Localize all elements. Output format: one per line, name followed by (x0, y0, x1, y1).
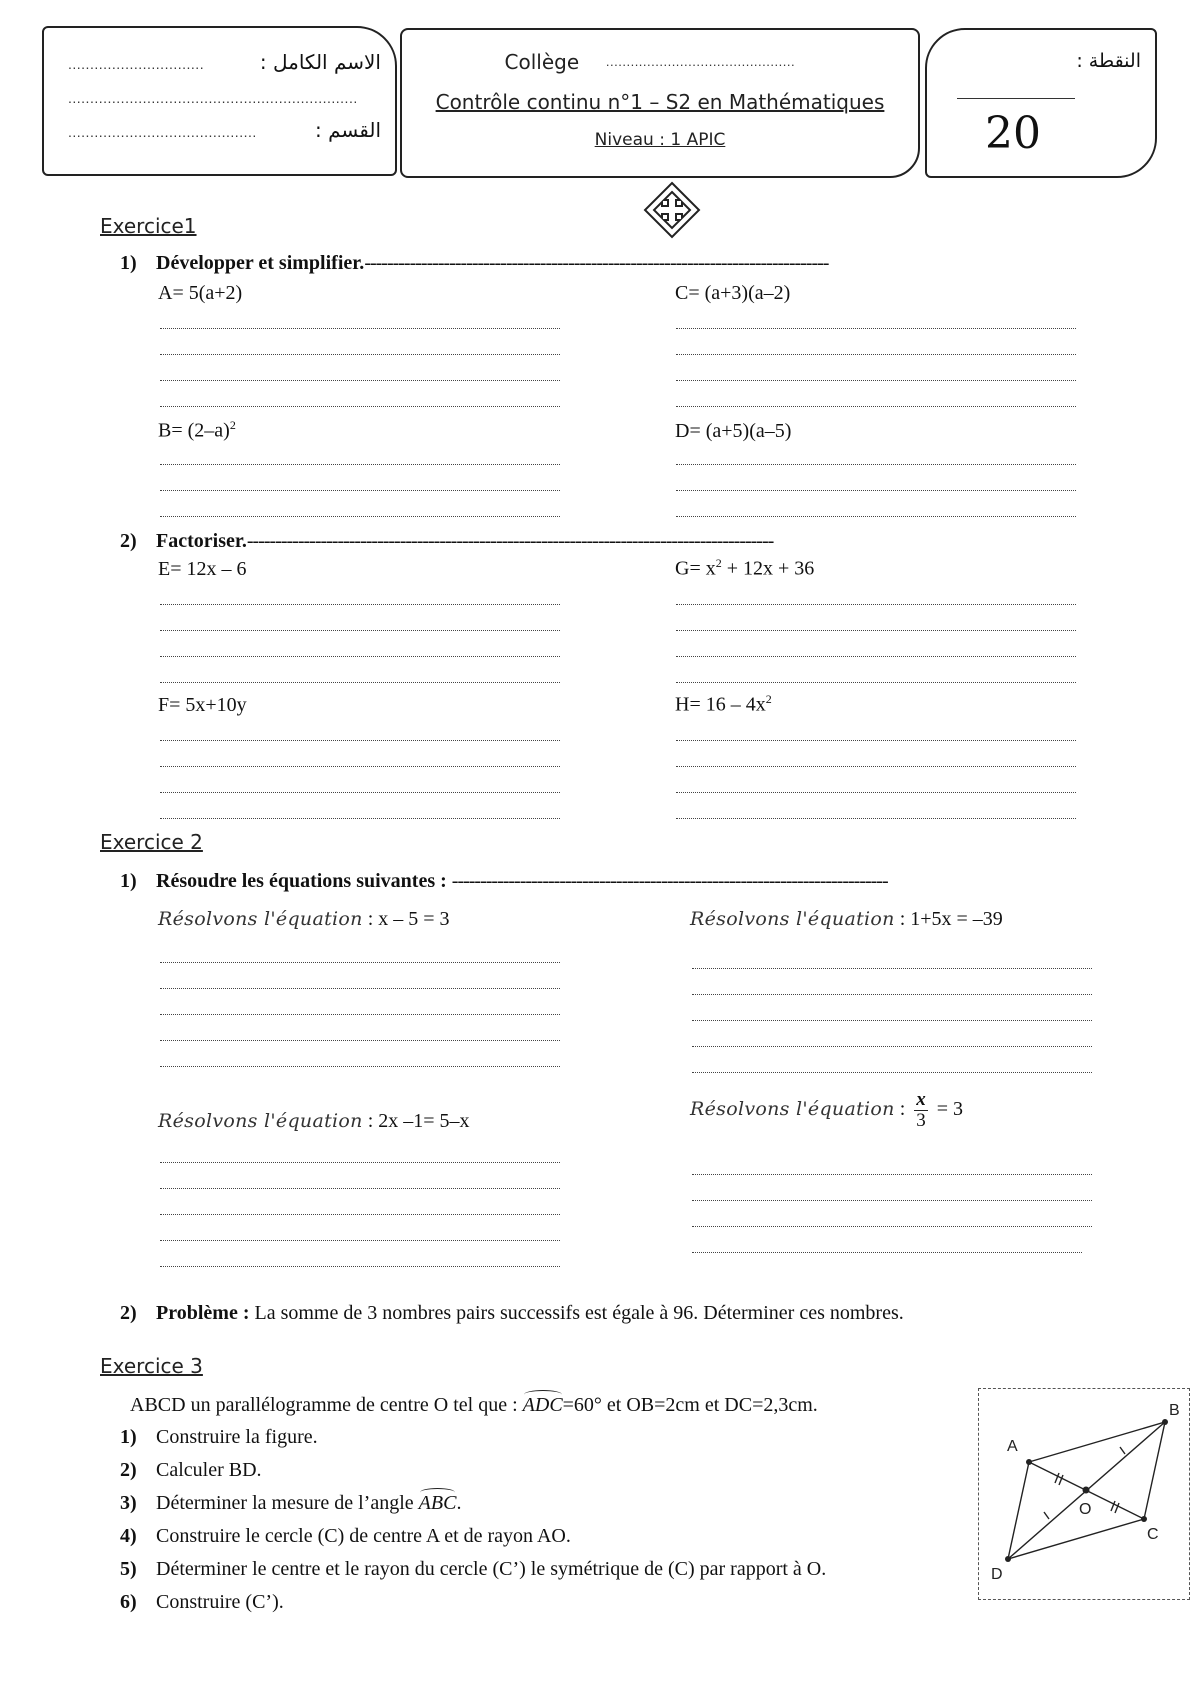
expr-B-base: B= (2–a) (158, 419, 230, 442)
q-number: 2) (120, 530, 137, 552)
expr-F: F= 5x+10y (158, 694, 247, 716)
full-name-label: الاسم الكامل : (259, 50, 381, 74)
class-field[interactable]: ........................................... (68, 124, 257, 140)
item-number: 4) (120, 1525, 137, 1547)
score-entry-line[interactable] (957, 98, 1075, 99)
expr-G (675, 556, 814, 581)
answer-line[interactable] (676, 682, 1076, 683)
exercise3-item (120, 1558, 826, 1581)
item-number: 5) (120, 1558, 137, 1580)
item-number: 1) (120, 1426, 137, 1448)
answer-line[interactable] (676, 516, 1076, 517)
answer-line[interactable] (160, 328, 560, 329)
answer-line[interactable] (676, 656, 1076, 657)
dash-rule: ---------------------------------------------------------------------------------- (364, 252, 829, 274)
exercise1-q2 (120, 530, 773, 553)
vertex-label-c: C (1147, 1526, 1159, 1543)
exercise3-item (120, 1525, 571, 1548)
class-label: القسم : (314, 118, 381, 142)
item-text: Déterminer le centre et le rayon du cercle (C’) le symétrique de (C) par rapport à O. (156, 1558, 827, 1580)
answer-line[interactable] (160, 406, 560, 407)
answer-line[interactable] (160, 818, 560, 819)
answer-line[interactable] (160, 792, 560, 793)
full-name-field[interactable]: ............................... (68, 56, 205, 72)
item-text: Déterminer la mesure de l’angle (156, 1492, 414, 1514)
exercise3-title: Exercice 3 (100, 1354, 203, 1378)
exercise2-q1 (120, 870, 888, 893)
exercise1-title: Exercice1 (100, 214, 197, 238)
q-label: Résoudre les équations suivantes : (156, 870, 447, 892)
answer-line[interactable] (676, 740, 1076, 741)
answer-line[interactable] (692, 994, 1092, 995)
problem-text: La somme de 3 nombres pairs successifs est égale à 96. Déterminer ces nombres. (254, 1302, 904, 1324)
item-end: . (456, 1492, 462, 1514)
intro-part2: =60° et OB=2cm et DC=2,3cm. (562, 1394, 818, 1416)
answer-line[interactable] (676, 630, 1076, 631)
equation-prefix: Résolvons l'équation (158, 1110, 363, 1132)
expr-H-exponent: 2 (765, 692, 772, 706)
exercise3-intro (130, 1394, 818, 1417)
answer-line[interactable] (676, 792, 1076, 793)
answer-line[interactable] (160, 354, 560, 355)
student-info-box (42, 26, 397, 176)
expr-B (158, 418, 236, 443)
answer-line[interactable] (160, 630, 560, 631)
answer-line[interactable] (692, 1252, 1082, 1253)
expr-G-part2: + 12x + 36 (721, 557, 815, 580)
answer-line[interactable] (160, 1040, 560, 1041)
vertex-label-b: B (1169, 1402, 1180, 1419)
exercise2-title: Exercice 2 (100, 830, 203, 854)
fraction-denominator: 3 (916, 1109, 926, 1131)
four-arrows-cross-icon (642, 180, 702, 240)
dash-rule: --------------------------------------------------------------------------------------------- (246, 530, 774, 552)
dash-rule: ----------------------------------------------------------------------------- (451, 870, 888, 892)
answer-line[interactable] (160, 490, 560, 491)
equation-3 (158, 1110, 470, 1133)
q-label: Problème : (156, 1302, 250, 1324)
fraction (914, 1090, 928, 1131)
item-number: 3) (120, 1492, 137, 1514)
expr-H-part1: H= 16 – 4x (675, 693, 766, 716)
answer-line[interactable] (160, 1014, 560, 1015)
score-box (925, 28, 1157, 178)
equation-1-text: x – 5 = 3 (378, 908, 450, 930)
answer-line[interactable] (160, 1240, 560, 1241)
answer-line[interactable] (160, 1214, 560, 1215)
colon: : (899, 1098, 906, 1121)
exam-title: Contrôle continu n°1 – S2 en Mathématiques (435, 90, 885, 114)
score-total: 20 (985, 108, 1041, 159)
exercise3-item (120, 1459, 262, 1482)
answer-line[interactable] (160, 1162, 560, 1163)
item-number: 6) (120, 1591, 137, 1613)
colon: : (899, 908, 906, 930)
q-number: 1) (120, 252, 137, 274)
expr-G-exponent: 2 (715, 556, 722, 570)
answer-line[interactable] (676, 464, 1076, 465)
center-label-o: O (1079, 1501, 1092, 1518)
exercise1-q1 (120, 252, 828, 275)
answer-line[interactable] (692, 1226, 1092, 1227)
colon: : (367, 908, 374, 930)
exercise2-q2 (120, 1302, 904, 1325)
equation-prefix: Résolvons l'équation (690, 1098, 895, 1121)
equation-4 (690, 1090, 963, 1131)
equation-prefix: Résolvons l'équation (690, 908, 895, 930)
exercise3-item (120, 1492, 461, 1515)
answer-line[interactable] (160, 766, 560, 767)
equation-3-text: 2x –1= 5–x (378, 1110, 470, 1132)
expr-E: E= 12x – 6 (158, 558, 247, 580)
exercise3-item (120, 1426, 318, 1449)
colon: : (367, 1110, 374, 1132)
expr-G-part1: G= x (675, 557, 716, 580)
expr-A: A= 5(a+2) (158, 282, 243, 304)
answer-line[interactable] (676, 406, 1076, 407)
answer-line[interactable] (160, 682, 560, 683)
answer-line[interactable] (160, 516, 560, 517)
q-number: 1) (120, 870, 137, 892)
answer-line[interactable] (676, 328, 1076, 329)
answer-line[interactable] (692, 968, 1092, 969)
answer-line[interactable] (676, 354, 1076, 355)
expr-D: D= (a+5)(a–5) (675, 420, 792, 442)
vertex-label-a: A (1007, 1438, 1018, 1455)
answer-line[interactable] (692, 1072, 1092, 1073)
college-line (402, 50, 918, 74)
full-name-field-line2[interactable]: .................................................................. (68, 90, 358, 106)
item-text: Construire la figure. (156, 1426, 318, 1448)
answer-line[interactable] (160, 1266, 560, 1267)
item-number: 2) (120, 1459, 137, 1481)
answer-line[interactable] (160, 380, 560, 381)
equation-1 (158, 908, 450, 931)
vertex-label-d: D (991, 1566, 1003, 1583)
answer-line[interactable] (160, 988, 560, 989)
answer-line[interactable] (676, 604, 1076, 605)
q-label: Factoriser. (156, 530, 247, 552)
item-text: Calculer BD. (156, 1459, 262, 1481)
score-label: النقطة : (1076, 50, 1141, 72)
expr-H (675, 692, 772, 717)
answer-line[interactable] (676, 766, 1076, 767)
answer-line[interactable] (692, 1200, 1092, 1201)
fraction-numerator: x (916, 1089, 926, 1110)
equation-2-text: 1+5x = –39 (910, 908, 1003, 930)
angle-abc: ABC (418, 1492, 457, 1514)
answer-line[interactable] (160, 740, 560, 741)
answer-line[interactable] (160, 464, 560, 465)
item-text: Construire le cercle (C) de centre A et de rayon AO. (156, 1525, 571, 1547)
exercise3-item (120, 1591, 284, 1614)
answer-line[interactable] (160, 604, 560, 605)
college-field[interactable]: .............................................. (605, 54, 796, 69)
equation-prefix: Résolvons l'équation (158, 908, 363, 930)
answer-line[interactable] (676, 818, 1076, 819)
expr-B-exponent: 2 (229, 418, 236, 432)
answer-line[interactable] (692, 1046, 1092, 1047)
intro-part1: ABCD un parallélogramme de centre O tel que : (130, 1394, 518, 1416)
answer-line[interactable] (676, 380, 1076, 381)
answer-line[interactable] (160, 1188, 560, 1189)
answer-line[interactable] (692, 1174, 1092, 1175)
answer-line[interactable] (692, 1020, 1092, 1021)
answer-line[interactable] (160, 1066, 560, 1067)
exam-level: Niveau : 1 APIC (594, 130, 726, 150)
expr-C: C= (a+3)(a–2) (675, 282, 791, 304)
angle-adc: ADC (522, 1394, 563, 1416)
q-label: Développer et simplifier. (156, 252, 365, 274)
answer-line[interactable] (160, 656, 560, 657)
answer-line[interactable] (676, 490, 1076, 491)
college-label: Collège (504, 50, 580, 74)
equation-4-rhs: = 3 (936, 1098, 964, 1121)
equation-2 (690, 908, 1003, 931)
q-number: 2) (120, 1302, 137, 1324)
item-text: Construire (C’). (156, 1591, 284, 1613)
exam-title-box (400, 28, 920, 178)
parallelogram-figure (978, 1388, 1190, 1600)
parallelogram-diagram (979, 1389, 1189, 1599)
answer-line[interactable] (160, 962, 560, 963)
